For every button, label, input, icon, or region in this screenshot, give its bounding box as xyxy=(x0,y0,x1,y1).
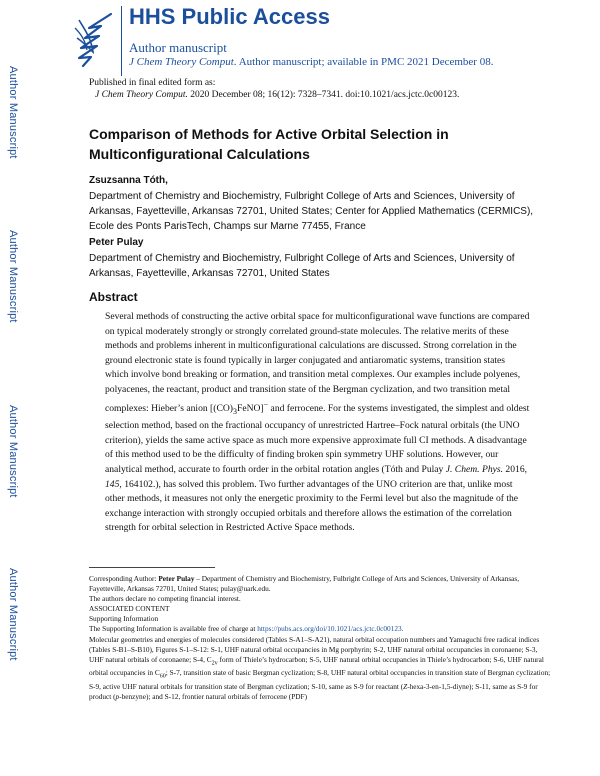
si-details: -benzyne); and S-12, frontier natural orbitals of ferrocene (PDF) xyxy=(119,691,308,701)
citation-journal: J Chem Theory Comput. xyxy=(95,90,188,100)
si-details: Molecular geometries and energies of molecules considered (Tables S-A1–S-A21), natural orbital occupation numbers and Yamaguchi free radical indices (Tables S-B1–S-B10), Figures S-1–S-12: S-1, UHF natural orbital occupancies in Mg porphyrin; S-2, UHF natural orbital occupancies in coronaene; S-3, UHF natural orbitals of coronaene; S-4, C xyxy=(89,634,540,664)
corresponding-author-note xyxy=(89,574,551,594)
citation-details: 2020 December 08; 16(12): 7328–7341. doi:10.1021/acs.jctc.0c00123. xyxy=(187,90,460,100)
abstract-subscript: 3 xyxy=(232,406,237,416)
competing-interest-note: The authors declare no competing financial interest. xyxy=(89,594,241,604)
corresponding-details: – Department of Chemistry and Biochemistry, Fulbright College of Arts and Sciences, University of Arkansas, Fayetteville, Arkansas 72701, United States; pulay@uark.edu. xyxy=(89,574,520,594)
availability-text: . Author manuscript; available in PMC 2021 December 08. xyxy=(233,56,494,68)
footnote-divider xyxy=(89,567,215,568)
si-details: form of Thiele’s hydrocarbon; S-5, UHF natural orbital occupancies in Thiele’s hydrocarbon; S-6, UHF natural orbital occupancies in C xyxy=(89,654,544,678)
supporting-info-link[interactable]: https://pubs.acs.org/doi/10.1021/acs.jctc.0c00123. xyxy=(257,624,404,634)
abstract-superscript: − xyxy=(263,399,269,409)
abstract-heading: Abstract xyxy=(89,290,138,304)
article-title: Comparison of Methods for Active Orbital Selection in Multiconfigurational Calculations xyxy=(89,126,449,162)
author-manuscript-subtitle: Author manuscript xyxy=(129,40,227,55)
author-affiliation: Department of Chemistry and Biochemistry, Fulbright College of Arts and Sciences, University of Arkansas, Fayetteville, Arkansas 72701, United States; Center for Applied Mathematics (CERMICS), Ecole des Ponts ParisTech, Champs sur Marne 77455, France xyxy=(89,191,534,232)
abstract-text: FeNO] xyxy=(236,402,264,414)
si-details: ; S-7, transition state of basic Bergman cyclization; S-8, UHF natural orbital occupancies in transition state of Bergman cyclization; S-9, active UHF natural orbitals for transition state of Bergman cyclization; S-10, same as S-9 for reactant ( xyxy=(89,668,551,691)
author-manuscript-label: Author Manuscript xyxy=(7,405,19,498)
footnotes xyxy=(89,574,551,702)
abstract-body xyxy=(105,310,530,536)
si-details: -hexa-3-en-1,5-diyne); S-11, same as S-9 for product ( xyxy=(89,681,538,701)
hhs-eagle-logo-icon xyxy=(71,8,115,72)
abstract-text: Several methods of constructing the active orbital space for multiconfigurational wave functions are compared on typical moderately strongly or strongly correlated ground-state molecules. The relative merits of these methods and problems inherent in multiconfigurational calculations are discussed. Strong correlation in the ground electronic state is found typically in larger conjugated and antiaromatic systems, transition states which involve bond breaking or formation, and transition metal complexes. Our examples include polyenes, polyacenes, the reactant, product and transition state of the Bergman cyclization, and two transition metal complexes: Hieber’s anion [(CO) xyxy=(105,311,530,414)
author-manuscript-label: Author Manuscript xyxy=(7,568,19,661)
corresponding-label: Corresponding Author: xyxy=(89,574,159,583)
reference-journal: J. Chem. Phys. xyxy=(445,464,504,476)
abstract-text: and ferrocene. For the systems investigated, the simplest and oldest selection method, based on the fractional occupancy of unrestricted Hartree–Fock natural orbitals (the UNO criterion), yields the same active space as much more expensive approximate full CI methods. A disadvantage of this method used to be the difficulty of finding broken spin symmetry UHF solutions. However, our analytical method, accurate to fourth order in the orbital rotation angles (Tóth and Pulay xyxy=(105,402,530,476)
author-name: Zsuzsanna Tóth, xyxy=(89,175,168,186)
author-name: Peter Pulay xyxy=(89,237,144,248)
associated-content-heading: ASSOCIATED CONTENT xyxy=(89,604,170,614)
si-italic: Z xyxy=(403,681,408,691)
corresponding-name: Peter Pulay xyxy=(158,574,195,583)
header-divider xyxy=(121,6,122,76)
si-subscript: 2v xyxy=(211,660,218,667)
supporting-info-details xyxy=(89,635,551,702)
citation xyxy=(95,90,459,100)
hhs-public-access-title: HHS Public Access xyxy=(129,4,330,29)
journal-availability-line xyxy=(129,56,493,68)
si-subscript: 60 xyxy=(159,673,166,680)
reference-volume: 145 xyxy=(105,478,120,490)
author-affiliation: Department of Chemistry and Biochemistry, Fulbright College of Arts and Sciences, University of Arkansas, Fayetteville, Arkansas 72701, United States xyxy=(89,253,515,279)
si-text: The Supporting Information is available free of charge at xyxy=(89,624,258,634)
published-label: Published in final edited form as: xyxy=(89,78,216,88)
abstract-text: , 164102.), has solved this problem. Two further advantages of the UNO criterion are that, unlike most other methods, it measures not only the energetic proximity to the Fermi level but also the magnitude of the exchange interaction with strongly occupied orbitals and therefore allows the estimation of the correlation strength for orbital selection in Restricted Active Space methods. xyxy=(105,478,519,534)
author-manuscript-label: Author Manuscript xyxy=(7,230,19,323)
supporting-info-heading: Supporting Information xyxy=(89,614,159,624)
author-manuscript-label: Author Manuscript xyxy=(7,66,19,159)
reference-year: 2016, xyxy=(503,464,528,476)
si-italic: p xyxy=(115,691,120,701)
supporting-info-availability xyxy=(89,624,551,634)
journal-name: J Chem Theory Comput xyxy=(129,56,234,68)
